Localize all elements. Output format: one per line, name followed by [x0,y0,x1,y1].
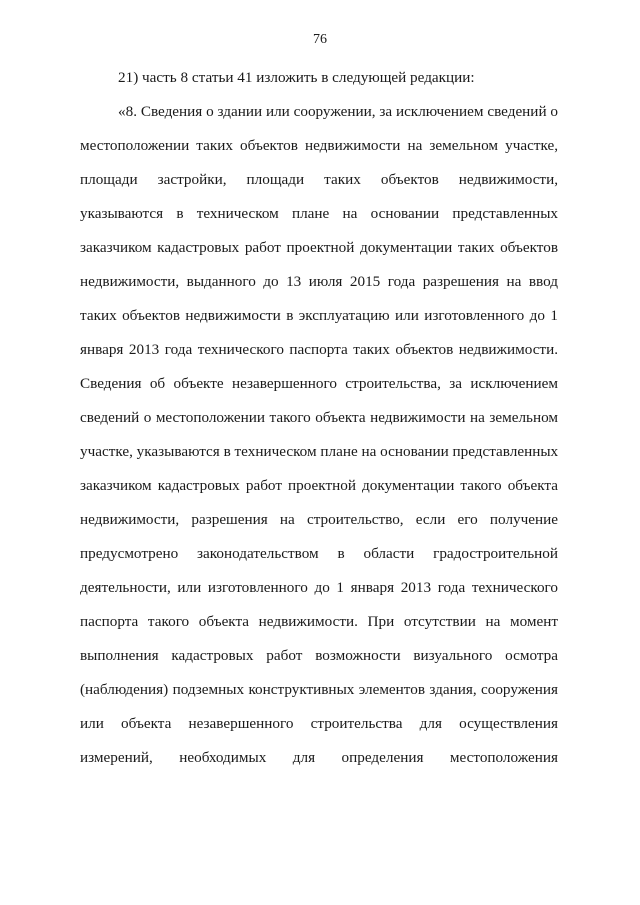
text-line: таких объектов недвижимости в эксплуатацию или изготовленного до 1 [80,307,558,324]
text-line: 21) часть 8 статьи 41 изложить в следующей редакции: [118,69,475,86]
page-number: 76 [313,32,327,47]
text-line: участке, указываются в техническом плане на основании представленных [80,443,559,460]
text-line: января 2013 года технического паспорта таких объектов недвижимости. [80,341,558,358]
text-line: сведений о местоположении такого объекта недвижимости на земельном [80,409,558,426]
text-line: измерений, необходимых для определения местоположения [80,749,558,766]
text-line: указываются в техническом плане на основании представленных [80,205,558,222]
text-line: «8. Сведения о здании или сооружении, за исключением сведений о [118,103,558,120]
text-line: недвижимости, выданного до 13 июля 2015 года разрешения на ввод [80,273,558,290]
text-line: (наблюдения) подземных конструктивных элементов здания, сооружения [80,681,558,698]
text-line: или объекта незавершенного строительства для осуществления [80,715,558,732]
text-line: заказчиком кадастровых работ проектной документации таких объектов [80,239,558,256]
text-line: заказчиком кадастровых работ проектной документации такого объекта [80,477,558,494]
text-line: деятельности, или изготовленного до 1 января 2013 года технического [80,579,558,596]
text-line: предусмотрено законодательством в области градостроительной [80,545,558,562]
text-line: паспорта такого объекта недвижимости. При отсутствии на момент [80,613,558,630]
text-line: площади застройки, площади таких объектов недвижимости, [80,171,558,188]
text-line: местоположении таких объектов недвижимости на земельном участке, [80,137,558,154]
body-text [80,68,558,782]
text-line: выполнения кадастровых работ возможности визуального осмотра [80,647,558,664]
text-line: недвижимости, разрешения на строительство, если его получение [80,511,558,528]
text-line: Сведения об объекте незавершенного строительства, за исключением [80,375,558,392]
